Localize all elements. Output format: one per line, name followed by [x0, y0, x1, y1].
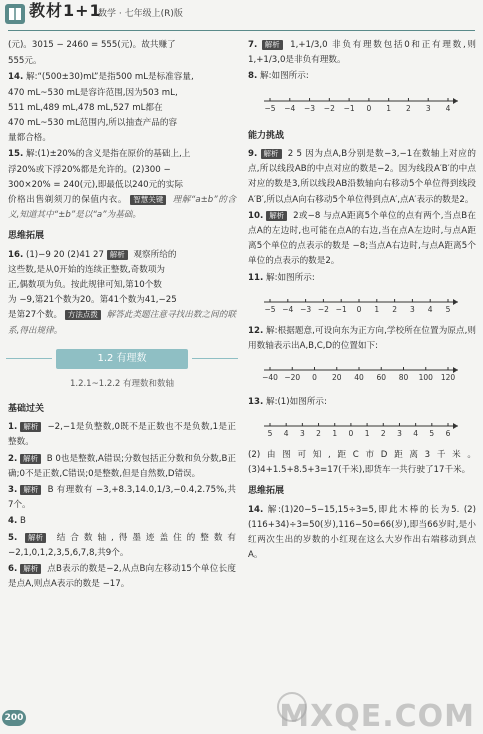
- question-number: 15.: [8, 149, 24, 160]
- number-line-8: [258, 87, 476, 123]
- axis-tick-label: 0: [312, 373, 317, 383]
- question-number: 14.: [248, 504, 264, 515]
- analysis-tag: 解析: [261, 149, 282, 159]
- axis-tick-label: −40: [262, 373, 278, 383]
- basic-question-4: [8, 514, 236, 529]
- axis-arrow-icon: [453, 423, 458, 429]
- question-12: [248, 324, 476, 354]
- tip-text: 理解“a±b”的含义,知道其中“±b”是以“a”为基础。: [8, 195, 236, 221]
- answer-line: 这些数,是从0开始的连续正整数,奇数项为: [8, 264, 166, 275]
- section-heading: 思维拓展: [248, 486, 285, 497]
- answer-line: 511 mL,489 mL,478 mL,527 mL都在: [8, 102, 163, 113]
- answer-line: (1)−9 20 (2)41 27: [25, 249, 104, 260]
- question-number: 14.: [8, 72, 24, 83]
- question-7: [248, 38, 476, 68]
- watermark: MXQE.COM: [279, 698, 475, 734]
- question-number: 16.: [8, 249, 24, 260]
- question-number: 3.: [8, 485, 18, 496]
- tip-tag: 智慧关键: [130, 195, 166, 205]
- section-heading: 能力挑战: [248, 130, 285, 141]
- answer-line: 是第27个数。: [8, 310, 63, 321]
- page-header: [0, 0, 483, 34]
- method-tag: 方法点拨: [65, 310, 101, 320]
- axis-tick-label: 5: [429, 428, 435, 438]
- axis-tick-label: 1: [386, 103, 392, 113]
- question-number: 2.: [8, 453, 18, 464]
- left-column: [8, 38, 236, 594]
- question-14: [8, 70, 236, 146]
- answer-text: 解:(1)如图所示:: [265, 396, 327, 407]
- analysis-tag: 解析: [25, 533, 46, 543]
- axis-tick-label: 6: [445, 428, 451, 438]
- book-logo-icon: [4, 3, 26, 25]
- axis-tick-label: 40: [354, 373, 364, 383]
- axis-tick-label: 4: [445, 103, 451, 113]
- axis-tick-label: 120: [440, 373, 456, 383]
- answer-line: 470 mL~530 mL范围内,所以抽查产品的容: [8, 118, 178, 129]
- axis-tick-label: −1: [335, 304, 347, 314]
- question-number: 4.: [8, 516, 18, 527]
- header-rule: [8, 30, 475, 31]
- axis-tick-label: −2: [317, 304, 329, 314]
- question-13: [248, 395, 476, 410]
- question-number: 5.: [8, 532, 18, 543]
- answer-text: 结合数轴,得墨迹盖住的整数有 −2,1,0,1,2,3,5,6,7,8,共9个。: [8, 532, 237, 558]
- number-line-diagram: [258, 412, 468, 438]
- answer-line: 观察所给的: [133, 249, 177, 260]
- axis-tick-label: 2: [392, 304, 397, 314]
- question-16: [8, 248, 236, 339]
- analysis-tag: 解析: [20, 485, 41, 495]
- section-heading: 基础过关: [8, 404, 45, 415]
- axis-tick-label: 60: [376, 373, 387, 383]
- axis-tick-label: 3: [425, 103, 431, 113]
- axis-tick-label: 1: [364, 428, 370, 438]
- basic-question-5: [8, 531, 236, 561]
- tip-text: 解答此类题注意寻找出数之间的联系,得出规律。: [8, 310, 236, 336]
- axis-tick-label: 1: [332, 428, 338, 438]
- axis-tick-label: 5: [445, 304, 451, 314]
- answer-line: 量都合格。: [8, 133, 51, 144]
- question-number: 10.: [248, 210, 264, 221]
- number-line-13: [258, 412, 476, 444]
- number-line-diagram: [258, 356, 468, 384]
- basic-question-1: [8, 420, 236, 450]
- answer-text: B 0也是整数,A错误;分数包括正分数和负分数,B正确;0不是正数,C错误;0是整数,但是自然数,D错误。: [8, 453, 236, 479]
- number-line-12: [258, 356, 476, 390]
- answer-text: 解:(1)20−5−15,15÷3=5,即此木棒的长为5. (2)(116+34)÷3=50(岁),116−50=66(岁),即当66岁时,是小红两次生出的岁数的小红现在这么大岁作出右端移动到点A。: [248, 504, 477, 561]
- axis-tick-label: −4: [282, 304, 294, 314]
- axis-tick-label: −20: [284, 373, 301, 383]
- axis-tick-label: −5: [264, 304, 276, 314]
- axis-arrow-icon: [453, 98, 458, 104]
- axis-tick-label: 0: [366, 103, 372, 113]
- axis-tick-label: 0: [356, 304, 362, 314]
- question-14-right: [248, 503, 476, 564]
- answer-text: −2,−1是负整数,0既不是正数也不是负数,1是正整数。: [8, 422, 237, 448]
- number-line-diagram: [258, 288, 468, 314]
- basic-question-3: [8, 483, 236, 513]
- answer-line: 300×20% = 240(元),即最低以240元的实际: [8, 179, 183, 190]
- section-heading: 思维拓展: [8, 231, 45, 242]
- answer-text: B 有理数有 −3,+8.3,14.0,1/3,−0.4,2.75%,共7个。: [8, 485, 237, 511]
- analysis-tag: 解析: [262, 40, 283, 50]
- axis-tick-label: 2: [316, 428, 321, 438]
- question-number: 6.: [8, 564, 18, 575]
- basic-question-2: [8, 452, 236, 482]
- axis-tick-label: 3: [299, 428, 305, 438]
- axis-tick-label: 20: [331, 373, 342, 383]
- right-column: [248, 38, 476, 564]
- axis-tick-label: −1: [343, 103, 355, 113]
- axis-tick-label: 3: [397, 428, 402, 438]
- answer-text: 2或−8 与点A距离5个单位的点有两个,当点B在点A的左边时,也可能在点A的右边,当在点A左边时,与点A距离5个单位的点表示的数是 −8;当点A右边时,与点A距离5个单位的点表示的数是2。: [248, 210, 477, 267]
- axis-tick-label: 4: [283, 428, 289, 438]
- axis-tick-label: 3: [410, 304, 415, 314]
- answer-text: 2 5 因为点A,B分别是数−3,−1在数轴上对应的点,所以线段AB的中点对应的数是−2。因为线段A′B′的中点对应的数是3,所以线段AB沿数轴向右移动5个单位得到线段A′B′,所以点A向右移动5个单位得到点A′,点A′表示的数是2。: [248, 149, 477, 205]
- basic-question-6: [8, 562, 236, 592]
- axis-tick-label: −3: [300, 304, 312, 314]
- question-8: [248, 69, 476, 84]
- axis-tick-label: −3: [304, 103, 316, 113]
- answer-text: 解:根据题意,可设向东为正方向,学校所在位置为原点,则用数轴表示出A,B,C,D的位置如下:: [248, 326, 476, 352]
- brand-title: 教材1+1: [29, 1, 102, 20]
- question-15: [8, 147, 236, 223]
- answer-line: 555元。: [8, 56, 42, 67]
- answer-line: 价格出售剃须刀的保值内衣。: [8, 195, 127, 206]
- question-number: 13.: [248, 396, 264, 407]
- subsection-title: 1.2.1~1.2.2 有理数和数轴: [69, 378, 175, 389]
- answer-line: 470 mL~530 mL是容许范围,因为503 mL,: [8, 87, 178, 98]
- axis-tick-label: 4: [427, 304, 433, 314]
- answer-line: 解:“(500±30)mL”是指500 mL是标准容量,: [25, 72, 194, 83]
- section-code: 1.2: [97, 352, 114, 364]
- answer-line: 为 −9,第21个数为20。第41个数为41,−25: [8, 295, 177, 306]
- number-line-11: [258, 288, 476, 320]
- answer-text: 1,+1/3,0 非负有理数包括0和正有理数,则1,+1/3,0是非负有理数。: [248, 40, 476, 66]
- question-10: [248, 209, 476, 270]
- analysis-tag: 解析: [266, 211, 287, 221]
- axis-tick-label: 4: [413, 428, 419, 438]
- axis-tick-label: 5: [267, 428, 273, 438]
- question-number: 9.: [248, 149, 258, 160]
- question-number: 1.: [8, 422, 18, 433]
- answer-text: 解:如图所示:: [265, 272, 315, 283]
- axis-arrow-icon: [453, 299, 458, 305]
- question-number: 7.: [248, 40, 258, 50]
- answer-line: 正,偶数项为负。按此规律可知,第10个数: [8, 280, 162, 291]
- axis-tick-label: −5: [264, 103, 276, 113]
- question-number: 11.: [248, 272, 264, 283]
- axis-tick-label: 2: [406, 103, 411, 113]
- axis-tick-label: 2: [380, 428, 386, 438]
- answer-line: 浮20%或下浮20%都是允许的。(2)300 −: [8, 164, 171, 175]
- answer-text: B: [19, 516, 26, 527]
- page-number: 200: [2, 710, 26, 726]
- analysis-tag: 解析: [107, 250, 128, 260]
- question-11: [248, 271, 476, 286]
- answer-text: 点B表示的数是−2,从点B向左移动15个单位长度是点A,则点A表示的数是 −17。: [8, 564, 236, 590]
- question-number: 8.: [248, 71, 258, 82]
- number-line-diagram: [258, 87, 468, 117]
- question-13-part-2: (2)由图可知,距C市D距离3千米。 (3)4+1.5+8.5+3=17(千米),即货车一共行驶了17千米。: [248, 450, 476, 476]
- axis-tick-label: 80: [398, 373, 409, 383]
- section-banner: [56, 349, 188, 369]
- section-title: 有理数: [116, 352, 147, 364]
- answer-line: 解:(1)±20%的含义是指在原价的基础上,上: [25, 149, 191, 160]
- analysis-tag: 解析: [20, 564, 41, 574]
- answer-text: 解:如图所示:: [259, 71, 309, 82]
- axis-tick-label: 1: [374, 304, 380, 314]
- axis-tick-label: 100: [418, 373, 433, 383]
- subject-label: 数学 · 七年级上(R)版: [98, 9, 183, 19]
- axis-tick-label: −4: [284, 103, 296, 113]
- question-number: 12.: [248, 326, 264, 337]
- axis-tick-label: 0: [348, 428, 354, 438]
- axis-tick-label: −2: [323, 103, 335, 113]
- answer-line: (元)。3015 − 2460 = 555(元)。故共赚了: [8, 40, 176, 50]
- analysis-tag: 解析: [20, 454, 41, 464]
- analysis-tag: 解析: [20, 422, 41, 432]
- question-9: [248, 147, 476, 208]
